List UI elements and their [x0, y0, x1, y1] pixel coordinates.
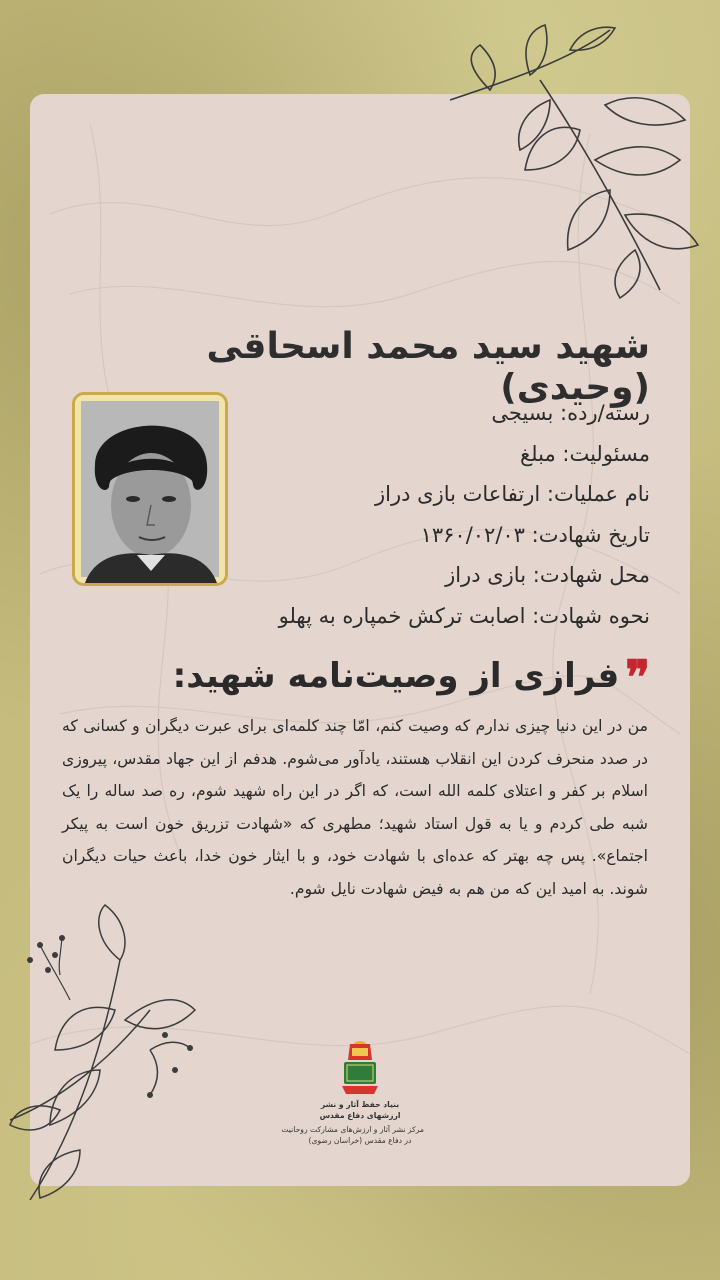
logo-line-3: مرکز نشر آثار و ارزش‌های مشارکت روحانیت — [281, 1125, 424, 1134]
martyr-name-title: شهید سید محمد اسحاقی (وحیدی) — [206, 326, 650, 408]
info-label: مسئولیت : — [556, 442, 650, 466]
info-label: نام عملیات : — [540, 482, 650, 506]
info-value: ارتفاعات بازی دراز — [374, 482, 541, 506]
info-label: محل شهادت : — [526, 563, 650, 587]
martyr-info-list — [230, 393, 650, 636]
logo-line-1: بنیاد حفظ آثار و نشر — [320, 1100, 400, 1109]
info-operation-row — [230, 474, 650, 515]
leaves-decoration-bottom — [0, 900, 220, 1200]
info-value: بازی دراز — [445, 563, 527, 587]
will-section-heading — [90, 650, 650, 704]
info-label: تاریخ شهادت : — [525, 523, 650, 547]
martyr-portrait — [72, 392, 228, 586]
info-value: ۱۳۶۰/۰۲/۰۳ — [420, 522, 525, 547]
info-responsibility-row — [230, 434, 650, 475]
info-value: بسیجی — [491, 401, 554, 425]
quote-icon: ❞ — [625, 650, 650, 704]
emblem-icon — [338, 1040, 382, 1096]
logo-line-2: ارزشهای دفاع مقدس — [319, 1110, 401, 1120]
leaves-decoration-top — [430, 20, 720, 300]
info-value: اصابت ترکش خمپاره به پهلو — [278, 603, 526, 628]
info-rank-row — [230, 393, 650, 434]
foundation-logo — [281, 1040, 424, 1190]
logo-line-4: در دفاع مقدس (خراسان رضوی) — [308, 1135, 412, 1145]
will-heading-text: فرازی از وصیت‌نامه شهید: — [172, 656, 620, 696]
info-label: نحوه شهادت : — [526, 604, 651, 628]
info-value: مبلغ — [519, 441, 556, 466]
info-place-row — [230, 555, 650, 596]
info-manner-row — [230, 596, 650, 637]
info-label: رسته/رده : — [553, 401, 650, 425]
will-excerpt-text: من در این دنیا چیزی ندارم که وصیت کنم، امّا چند کلمه‌ای برای عبرت دیگران و کسانی که در صدد منحرف کردن این انقلاب هستند، یادآور می‌شوم. هدفم از این جهاد مقدس، پیروزی اسلام بر کفر و اعتلای کلمه الله است، که اگر در این راه شهید شوم، ره صد ساله را یک شبه طی کردم و یا به قول استاد شهید؛ مطهری که «شهادت تزریق خون است به پیکر اجتماع». پس چه بهتر که عده‌ای با شهادت خود، و با ایثار خون خدا، باعث حیات دیگران شوند. به امید این که من هم به فیض شهادت نایل شوم. — [62, 717, 648, 898]
info-date-row — [230, 515, 650, 556]
